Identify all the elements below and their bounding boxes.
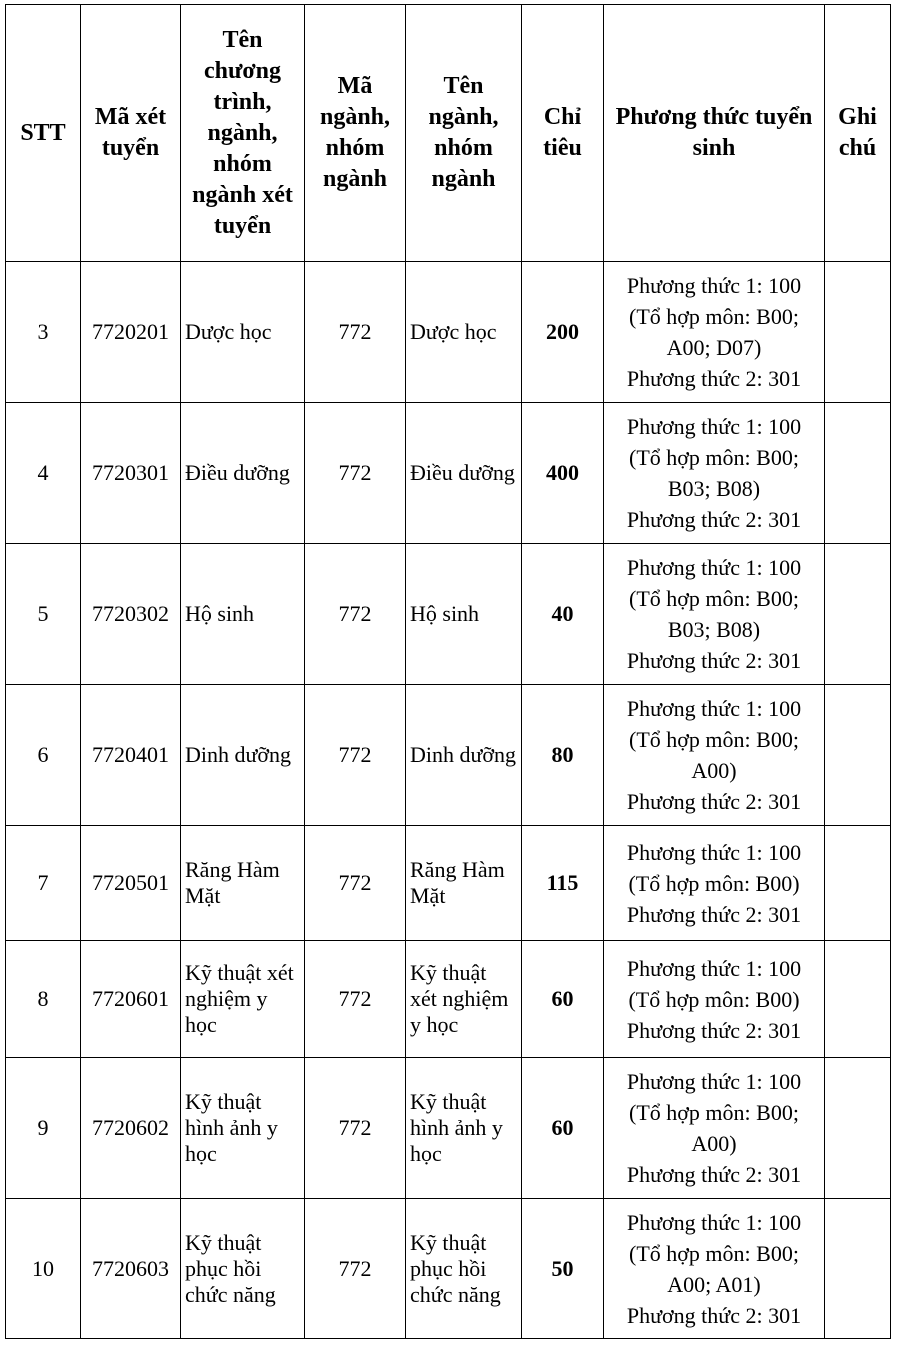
cell-ma-nganh: 772 xyxy=(305,403,406,544)
cell-ma-nganh: 772 xyxy=(305,262,406,403)
cell-ten-nganh: Kỹ thuật xét nghiệm y học xyxy=(406,941,522,1058)
admissions-table xyxy=(5,4,891,1339)
to-hop-mon: (Tổ hợp môn: B00; A00; D07) xyxy=(629,304,799,360)
table-row xyxy=(6,544,891,685)
cell-ten-chuong-trinh: Kỹ thuật hình ảnh y học xyxy=(181,1058,305,1199)
table-row xyxy=(6,826,891,941)
cell-ma-xet-tuyen: 7720501 xyxy=(81,826,181,941)
cell-ma-xet-tuyen: 7720302 xyxy=(81,544,181,685)
phuong-thuc-2: Phương thức 2: 301 xyxy=(626,648,802,673)
to-hop-mon: (Tổ hợp môn: B00) xyxy=(628,986,800,1012)
cell-phuong-thuc xyxy=(604,262,825,403)
phuong-thuc-2: Phương thức 2: 301 xyxy=(626,789,802,814)
cell-ghi-chu xyxy=(825,262,891,403)
phuong-thuc-1: Phương thức 1: 100 xyxy=(626,555,802,580)
to-hop-mon: (Tổ hợp môn: B00; B03; B08) xyxy=(629,586,799,642)
cell-ghi-chu xyxy=(825,403,891,544)
cell-ma-xet-tuyen: 7720401 xyxy=(81,685,181,826)
cell-ma-xet-tuyen: 7720602 xyxy=(81,1058,181,1199)
cell-ten-nganh: Kỹ thuật hình ảnh y học xyxy=(406,1058,522,1199)
cell-stt: 9 xyxy=(6,1058,81,1199)
cell-stt: 10 xyxy=(6,1199,81,1339)
cell-phuong-thuc xyxy=(604,826,825,941)
cell-ma-nganh: 772 xyxy=(305,1058,406,1199)
cell-phuong-thuc xyxy=(604,941,825,1058)
phuong-thuc-1: Phương thức 1: 100 xyxy=(626,1069,802,1094)
cell-stt: 3 xyxy=(6,262,81,403)
header-chi-tieu: Chỉ tiêu xyxy=(522,5,604,262)
phuong-thuc-2: Phương thức 2: 301 xyxy=(626,1017,802,1043)
phuong-thuc-2: Phương thức 2: 301 xyxy=(626,1302,802,1328)
cell-ghi-chu xyxy=(825,1199,891,1339)
header-phuong-thuc: Phương thức tuyển sinh xyxy=(604,5,825,262)
cell-chi-tieu: 200 xyxy=(522,262,604,403)
phuong-thuc-1: Phương thức 1: 100 xyxy=(626,414,802,439)
header-ghi-chu: Ghi chú xyxy=(825,5,891,262)
cell-chi-tieu: 80 xyxy=(522,685,604,826)
cell-stt: 7 xyxy=(6,826,81,941)
cell-ten-chuong-trinh: Kỹ thuật xét nghiệm y học xyxy=(181,941,305,1058)
cell-ten-chuong-trinh: Hộ sinh xyxy=(181,544,305,685)
cell-phuong-thuc xyxy=(604,685,825,826)
header-ma-xet-tuyen: Mã xét tuyển xyxy=(81,5,181,262)
cell-ma-nganh: 772 xyxy=(305,544,406,685)
table-row xyxy=(6,403,891,544)
cell-ma-xet-tuyen: 7720603 xyxy=(81,1199,181,1339)
cell-stt: 8 xyxy=(6,941,81,1058)
cell-ghi-chu xyxy=(825,685,891,826)
to-hop-mon: (Tổ hợp môn: B00; B03; B08) xyxy=(629,445,799,501)
cell-ten-chuong-trinh: Răng Hàm Mặt xyxy=(181,826,305,941)
phuong-thuc-2: Phương thức 2: 301 xyxy=(626,901,802,927)
cell-chi-tieu: 400 xyxy=(522,403,604,544)
phuong-thuc-2: Phương thức 2: 301 xyxy=(626,507,802,532)
cell-ma-nganh: 772 xyxy=(305,685,406,826)
table-row xyxy=(6,685,891,826)
cell-ma-nganh: 772 xyxy=(305,1199,406,1339)
to-hop-mon: (Tổ hợp môn: B00; A00; A01) xyxy=(629,1240,799,1297)
cell-phuong-thuc xyxy=(604,403,825,544)
cell-stt: 5 xyxy=(6,544,81,685)
cell-ghi-chu xyxy=(825,826,891,941)
header-ten-chuong-trinh: Tên chương trình, ngành, nhóm ngành xét tuyển xyxy=(181,5,305,262)
cell-chi-tieu: 40 xyxy=(522,544,604,685)
cell-chi-tieu: 60 xyxy=(522,1058,604,1199)
header-row xyxy=(6,5,891,262)
header-ten-nganh: Tên ngành, nhóm ngành xyxy=(406,5,522,262)
cell-ten-chuong-trinh: Dinh dưỡng xyxy=(181,685,305,826)
cell-ma-xet-tuyen: 7720601 xyxy=(81,941,181,1058)
cell-ten-chuong-trinh: Điều dưỡng xyxy=(181,403,305,544)
cell-ten-nganh: Kỹ thuật phục hồi chức năng xyxy=(406,1199,522,1339)
cell-phuong-thuc xyxy=(604,1199,825,1339)
cell-ten-chuong-trinh: Kỹ thuật phục hồi chức năng xyxy=(181,1199,305,1339)
cell-ten-chuong-trinh: Dược học xyxy=(181,262,305,403)
phuong-thuc-2: Phương thức 2: 301 xyxy=(626,1162,802,1187)
cell-chi-tieu: 60 xyxy=(522,941,604,1058)
cell-stt: 4 xyxy=(6,403,81,544)
to-hop-mon: (Tổ hợp môn: B00) xyxy=(628,870,800,896)
phuong-thuc-1: Phương thức 1: 100 xyxy=(626,273,802,298)
cell-ghi-chu xyxy=(825,544,891,685)
cell-ma-xet-tuyen: 7720301 xyxy=(81,403,181,544)
cell-phuong-thuc xyxy=(604,544,825,685)
table-row xyxy=(6,1058,891,1199)
table-row xyxy=(6,262,891,403)
cell-chi-tieu: 50 xyxy=(522,1199,604,1339)
cell-ten-nganh: Điều dưỡng xyxy=(406,403,522,544)
cell-ghi-chu xyxy=(825,1058,891,1199)
table-row xyxy=(6,1199,891,1339)
cell-ma-nganh: 772 xyxy=(305,941,406,1058)
cell-ten-nganh: Dược học xyxy=(406,262,522,403)
header-ma-nganh: Mã ngành, nhóm ngành xyxy=(305,5,406,262)
cell-stt: 6 xyxy=(6,685,81,826)
cell-ten-nganh: Răng Hàm Mặt xyxy=(406,826,522,941)
phuong-thuc-1: Phương thức 1: 100 xyxy=(626,839,802,865)
cell-phuong-thuc xyxy=(604,1058,825,1199)
cell-ma-nganh: 772 xyxy=(305,826,406,941)
header-stt: STT xyxy=(6,5,81,262)
to-hop-mon: (Tổ hợp môn: B00; A00) xyxy=(629,1100,799,1156)
cell-chi-tieu: 115 xyxy=(522,826,604,941)
phuong-thuc-1: Phương thức 1: 100 xyxy=(626,1209,802,1235)
phuong-thuc-2: Phương thức 2: 301 xyxy=(626,366,802,391)
cell-ten-nganh: Dinh dưỡng xyxy=(406,685,522,826)
cell-ghi-chu xyxy=(825,941,891,1058)
cell-ma-xet-tuyen: 7720201 xyxy=(81,262,181,403)
phuong-thuc-1: Phương thức 1: 100 xyxy=(626,955,802,981)
cell-ten-nganh: Hộ sinh xyxy=(406,544,522,685)
phuong-thuc-1: Phương thức 1: 100 xyxy=(626,696,802,721)
table-row xyxy=(6,941,891,1058)
to-hop-mon: (Tổ hợp môn: B00; A00) xyxy=(629,727,799,783)
